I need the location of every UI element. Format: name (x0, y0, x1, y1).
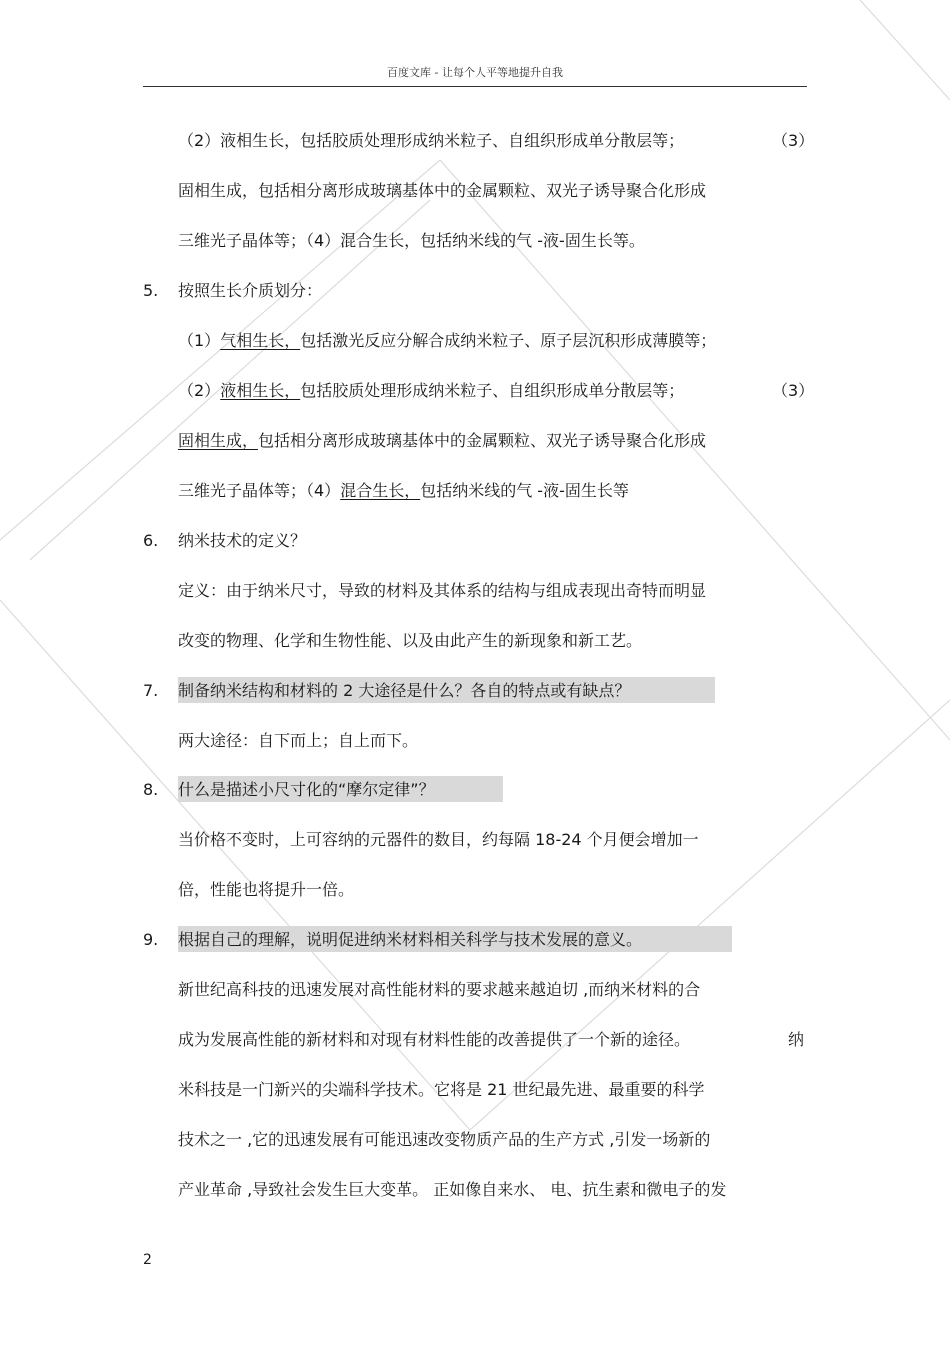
underlined-term: 固相生成， (178, 431, 259, 450)
text-span: 包括激光反应分解合成纳米粒子、原子层沉积形成薄膜等； (300, 331, 717, 350)
answer-line: 成为发展高性能的新材料和对现有材料性能的改善提供了一个新的途径。 (178, 1030, 691, 1049)
answer-line: 新世纪高科技的迅速发展对高性能材料的要求越来越迫切 ,而纳米材料的合 (178, 980, 701, 999)
question-number: 8. (143, 780, 159, 799)
answer-line: 倍，性能也将提升一倍。 (178, 880, 355, 899)
text-span: 三维光子晶体等；（4） (178, 481, 341, 500)
text-line: 三维光子晶体等；（4）混合生长，包括纳米线的气 -液-固生长等。 (178, 231, 645, 250)
question-number: 5. (143, 281, 159, 300)
text-line: 固相生成，包括相分离形成玻璃基体中的金属颗粒、双光子诱导聚合化形成 (178, 181, 707, 200)
text-line: 纳 (788, 1030, 805, 1049)
answer-line (178, 431, 706, 451)
answer-line: 改变的物理、化学和生物性能、以及由此产生的新现象和新工艺。 (178, 631, 643, 650)
text-span: 包括相分离形成玻璃基体中的金属颗粒、双光子诱导聚合化形成 (258, 431, 707, 450)
question-number: 9. (143, 930, 159, 949)
question-text: 按照生长介质划分： (178, 281, 323, 300)
answer-line: 米科技是一门新兴的尖端科学技术。它将是 21 世纪最先进、最重要的科学 (178, 1080, 705, 1099)
answer-line (178, 381, 684, 401)
answer-line: 技术之一 ,它的迅速发展有可能迅速改变物质产品的生产方式 ,引发一场新的 (178, 1130, 711, 1149)
answer-line: 当价格不变时，上可容纳的元器件的数目，约每隔 18-24 个月便会增加一 (178, 830, 699, 849)
question-text: 制备纳米结构和材料的 2 大途径是什么？各自的特点或有缺点？ (178, 681, 631, 700)
text-span: 包括纳米线的气 -液-固生长等 (420, 481, 629, 500)
underlined-term: 液相生长， (220, 381, 301, 400)
answer-line: 两大途径：自下而上；自上而下。 (178, 731, 419, 750)
question-number: 6. (143, 531, 159, 550)
text-line: （3） (772, 381, 815, 400)
question-number: 7. (143, 681, 159, 700)
answer-line (178, 481, 629, 501)
text-span: （2） (178, 381, 221, 400)
question-text: 什么是描述小尺寸化的“摩尔定律”？ (178, 780, 435, 799)
answer-line: 定义：由于纳米尺寸，导致的材料及其体系的结构与组成表现出奇特而明显 (178, 581, 707, 600)
text-line: （3） (772, 131, 815, 150)
underlined-term: 混合生长， (340, 481, 421, 500)
text-span: 包括胶质处理形成纳米粒子、自组织形成单分散层等； (300, 381, 685, 400)
underlined-term: 气相生长， (220, 331, 301, 350)
answer-line (178, 331, 716, 351)
answer-line: 产业革命 ,导致社会发生巨大变革。 正如像自来水、 电、抗生素和微电子的发 (178, 1180, 727, 1199)
question-text: 纳米技术的定义？ (178, 531, 307, 550)
text-span: （1） (178, 331, 221, 350)
page-number: 2 (143, 1252, 152, 1268)
text-line: （2）液相生长，包括胶质处理形成纳米粒子、自组织形成单分散层等； (178, 131, 685, 150)
question-text: 根据自己的理解，说明促进纳米材料相关科学与技术发展的意义。 (178, 930, 643, 949)
page-header: 百度文库 - 让每个人平等地提升自我 (143, 64, 807, 87)
